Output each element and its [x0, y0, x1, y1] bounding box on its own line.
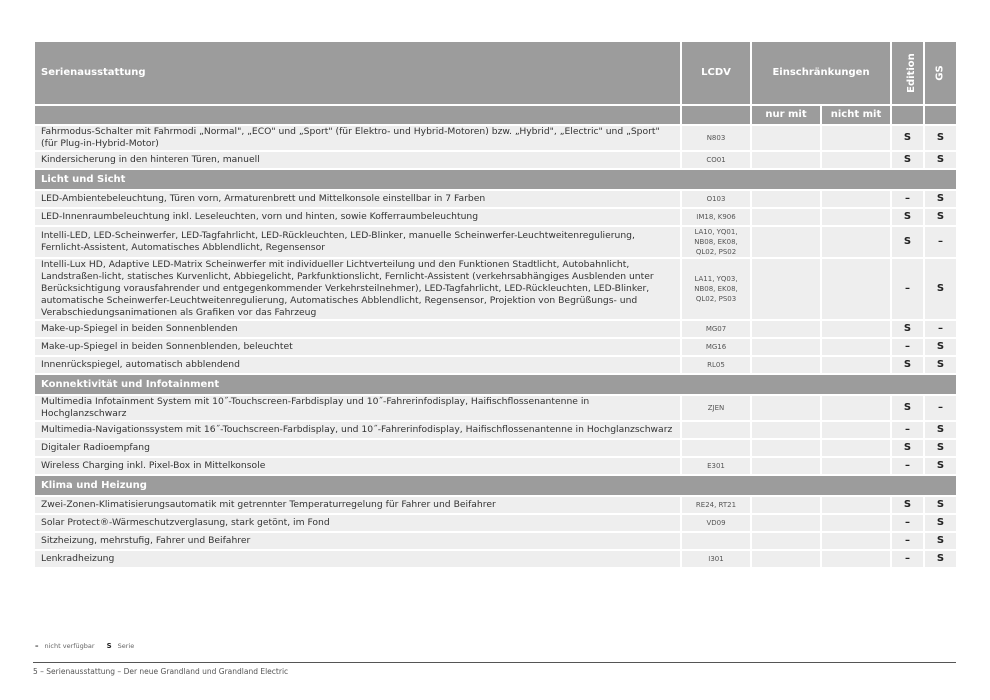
- section-header: [34, 374, 957, 395]
- gs-availability: –: [924, 395, 957, 421]
- edition-availability: S: [891, 395, 924, 421]
- feature-description: Multimedia-Navigationssystem mit 16˝-Touchscreen-Farbdisplay, und 10˝-Fahrerinfodisplay, Haifischflossenantenne in Hochglanzschwarz: [34, 421, 681, 439]
- feature-description: Lenkradheizung: [34, 550, 681, 568]
- header-description: Serienausstattung: [34, 41, 681, 105]
- table-row: [34, 338, 957, 356]
- header-lcdv: LCDV: [681, 41, 751, 105]
- gs-availability: S: [924, 258, 957, 320]
- legend: [35, 642, 134, 650]
- lcdv-code: [681, 421, 751, 439]
- gs-availability: S: [924, 457, 957, 475]
- section-header: [34, 475, 957, 496]
- only-with-cell: [751, 258, 821, 320]
- table-row: [34, 151, 957, 169]
- table-row: [34, 258, 957, 320]
- only-with-cell: [751, 208, 821, 226]
- feature-description: Wireless Charging inkl. Pixel-Box in Mittelkonsole: [34, 457, 681, 475]
- lcdv-code: LA11, YQ03, NB08, EK08, QL02, PS03: [681, 258, 751, 320]
- gs-availability: S: [924, 439, 957, 457]
- not-with-cell: [821, 338, 891, 356]
- edition-availability: –: [891, 457, 924, 475]
- lcdv-code: [681, 532, 751, 550]
- not-with-cell: [821, 125, 891, 151]
- edition-availability: –: [891, 258, 924, 320]
- lcdv-code: [681, 439, 751, 457]
- only-with-cell: [751, 151, 821, 169]
- feature-description: Innenrückspiegel, automatisch abblendend: [34, 356, 681, 374]
- table-row: [34, 190, 957, 208]
- not-with-cell: [821, 514, 891, 532]
- legend-standard: S Serie: [106, 642, 135, 650]
- header-gs: GS: [924, 41, 957, 105]
- feature-description: Fahrmodus-Schalter mit Fahrmodi „Normal", „ECO" und „Sport" (für Elektro- und Hybrid-Motoren) bzw. „Hybrid", „Electric" und „Sport" (für Plug-in-Hybrid-Motor): [34, 125, 681, 151]
- only-with-cell: [751, 226, 821, 258]
- header-restrictions: Einschränkungen: [751, 41, 891, 105]
- not-with-cell: [821, 550, 891, 568]
- only-with-cell: [751, 457, 821, 475]
- feature-description: LED-Innenraumbeleuchtung inkl. Leseleuchten, vorn und hinten, sowie Kofferraumbeleuchtung: [34, 208, 681, 226]
- only-with-cell: [751, 356, 821, 374]
- section-title: Klima und Heizung: [34, 475, 957, 496]
- page-footer: 5 – Serienausstattung – Der neue Grandland und Grandland Electric: [33, 667, 289, 676]
- not-with-cell: [821, 320, 891, 338]
- gs-availability: S: [924, 514, 957, 532]
- not-with-cell: [821, 457, 891, 475]
- not-with-cell: [821, 395, 891, 421]
- only-with-cell: [751, 125, 821, 151]
- section-title: Konnektivität und Infotainment: [34, 374, 957, 395]
- table-row: [34, 356, 957, 374]
- feature-description: Intelli-Lux HD, Adaptive LED-Matrix Scheinwerfer mit individueller Lichtverteilung und den Funktionen Stadtlicht, Autobahnlicht, Landstraßen-licht, statisches Kurvenlicht, Abbiegelicht, Parkfunktionslicht, Fernlicht-Assistent (verkehrsabhängiges Ausblenden unter Berücksichtigung vorausfahrender und entgegenkommender Verkehrsteilnehmer), LED-Tagfahrlicht, LED-Rückleuchten, LED-Blinker, automatische Scheinwerfer-Leuchtweitenregulierung, Automatisches Abblendlicht, Regensensor, Projektion von Begrüßungs- und Verabschiedungsanimationen als Grafiken vor das Fahrzeug: [34, 258, 681, 320]
- feature-description: Zwei-Zonen-Klimatisierungsautomatik mit getrennter Temperaturregelung für Fahrer und Beifahrer: [34, 496, 681, 514]
- table-row: [34, 208, 957, 226]
- gs-availability: S: [924, 421, 957, 439]
- gs-availability: S: [924, 496, 957, 514]
- lcdv-code: CO01: [681, 151, 751, 169]
- table-row: [34, 457, 957, 475]
- equipment-table: [33, 40, 958, 569]
- not-with-cell: [821, 208, 891, 226]
- not-with-cell: [821, 258, 891, 320]
- table-row: [34, 421, 957, 439]
- not-with-cell: [821, 190, 891, 208]
- feature-description: Make-up-Spiegel in beiden Sonnenblenden: [34, 320, 681, 338]
- header-not-with: nicht mit: [821, 105, 891, 125]
- lcdv-code: N803: [681, 125, 751, 151]
- table-row: [34, 320, 957, 338]
- header-edition: Edition: [891, 41, 924, 105]
- feature-description: Kindersicherung in den hinteren Türen, manuell: [34, 151, 681, 169]
- gs-availability: S: [924, 356, 957, 374]
- only-with-cell: [751, 532, 821, 550]
- edition-availability: –: [891, 338, 924, 356]
- edition-availability: S: [891, 439, 924, 457]
- only-with-cell: [751, 514, 821, 532]
- table-row: [34, 395, 957, 421]
- lcdv-code: MG16: [681, 338, 751, 356]
- gs-availability: S: [924, 151, 957, 169]
- not-with-cell: [821, 226, 891, 258]
- gs-availability: S: [924, 338, 957, 356]
- gs-availability: –: [924, 226, 957, 258]
- gs-availability: S: [924, 550, 957, 568]
- not-with-cell: [821, 496, 891, 514]
- table-row: [34, 550, 957, 568]
- legend-not-available: – nicht verfügbar: [35, 642, 95, 650]
- edition-availability: S: [891, 226, 924, 258]
- gs-availability: –: [924, 320, 957, 338]
- feature-description: LED-Ambientebeleuchtung, Türen vorn, Armaturenbrett und Mittelkonsole einstellbar in 7 Farben: [34, 190, 681, 208]
- lcdv-code: RE24, RT21: [681, 496, 751, 514]
- header-only-with: nur mit: [751, 105, 821, 125]
- lcdv-code: E301: [681, 457, 751, 475]
- edition-availability: S: [891, 496, 924, 514]
- feature-description: Sitzheizung, mehrstufig, Fahrer und Beifahrer: [34, 532, 681, 550]
- edition-availability: S: [891, 125, 924, 151]
- feature-description: Make-up-Spiegel in beiden Sonnenblenden, beleuchtet: [34, 338, 681, 356]
- edition-availability: S: [891, 320, 924, 338]
- table-row: [34, 439, 957, 457]
- edition-availability: S: [891, 356, 924, 374]
- only-with-cell: [751, 338, 821, 356]
- not-with-cell: [821, 151, 891, 169]
- only-with-cell: [751, 190, 821, 208]
- only-with-cell: [751, 395, 821, 421]
- edition-availability: S: [891, 208, 924, 226]
- edition-availability: –: [891, 532, 924, 550]
- edition-availability: –: [891, 421, 924, 439]
- lcdv-code: LA10, YQ01, NB08, EK08, QL02, PS02: [681, 226, 751, 258]
- edition-availability: –: [891, 514, 924, 532]
- table-row: [34, 496, 957, 514]
- lcdv-code: VD09: [681, 514, 751, 532]
- table-row: [34, 514, 957, 532]
- lcdv-code: I301: [681, 550, 751, 568]
- table-row: [34, 226, 957, 258]
- only-with-cell: [751, 550, 821, 568]
- only-with-cell: [751, 320, 821, 338]
- gs-availability: S: [924, 208, 957, 226]
- only-with-cell: [751, 439, 821, 457]
- section-title: Licht und Sicht: [34, 169, 957, 190]
- gs-availability: S: [924, 532, 957, 550]
- edition-availability: –: [891, 190, 924, 208]
- footer-divider: [33, 662, 956, 663]
- lcdv-code: MG07: [681, 320, 751, 338]
- lcdv-code: O103: [681, 190, 751, 208]
- table-row: [34, 125, 957, 151]
- not-with-cell: [821, 356, 891, 374]
- not-with-cell: [821, 421, 891, 439]
- lcdv-code: IM18, K906: [681, 208, 751, 226]
- edition-availability: –: [891, 550, 924, 568]
- feature-description: Solar Protect®-Wärmeschutzverglasung, stark getönt, im Fond: [34, 514, 681, 532]
- gs-availability: S: [924, 125, 957, 151]
- lcdv-code: RL05: [681, 356, 751, 374]
- lcdv-code: ZJEN: [681, 395, 751, 421]
- section-header: [34, 169, 957, 190]
- feature-description: Multimedia Infotainment System mit 10˝-Touchscreen-Farbdisplay und 10˝-Fahrerinfodisplay, Haifischflossenantenne in Hochglanzschwarz: [34, 395, 681, 421]
- edition-availability: S: [891, 151, 924, 169]
- table-row: [34, 532, 957, 550]
- not-with-cell: [821, 439, 891, 457]
- only-with-cell: [751, 421, 821, 439]
- only-with-cell: [751, 496, 821, 514]
- feature-description: Intelli-LED, LED-Scheinwerfer, LED-Tagfahrlicht, LED-Rückleuchten, LED-Blinker, manuelle Scheinwerfer-Leuchtweitenregulierung, Fernlicht-Assistent, Automatisches Abblendlicht, Regensensor: [34, 226, 681, 258]
- not-with-cell: [821, 532, 891, 550]
- gs-availability: S: [924, 190, 957, 208]
- feature-description: Digitaler Radioempfang: [34, 439, 681, 457]
